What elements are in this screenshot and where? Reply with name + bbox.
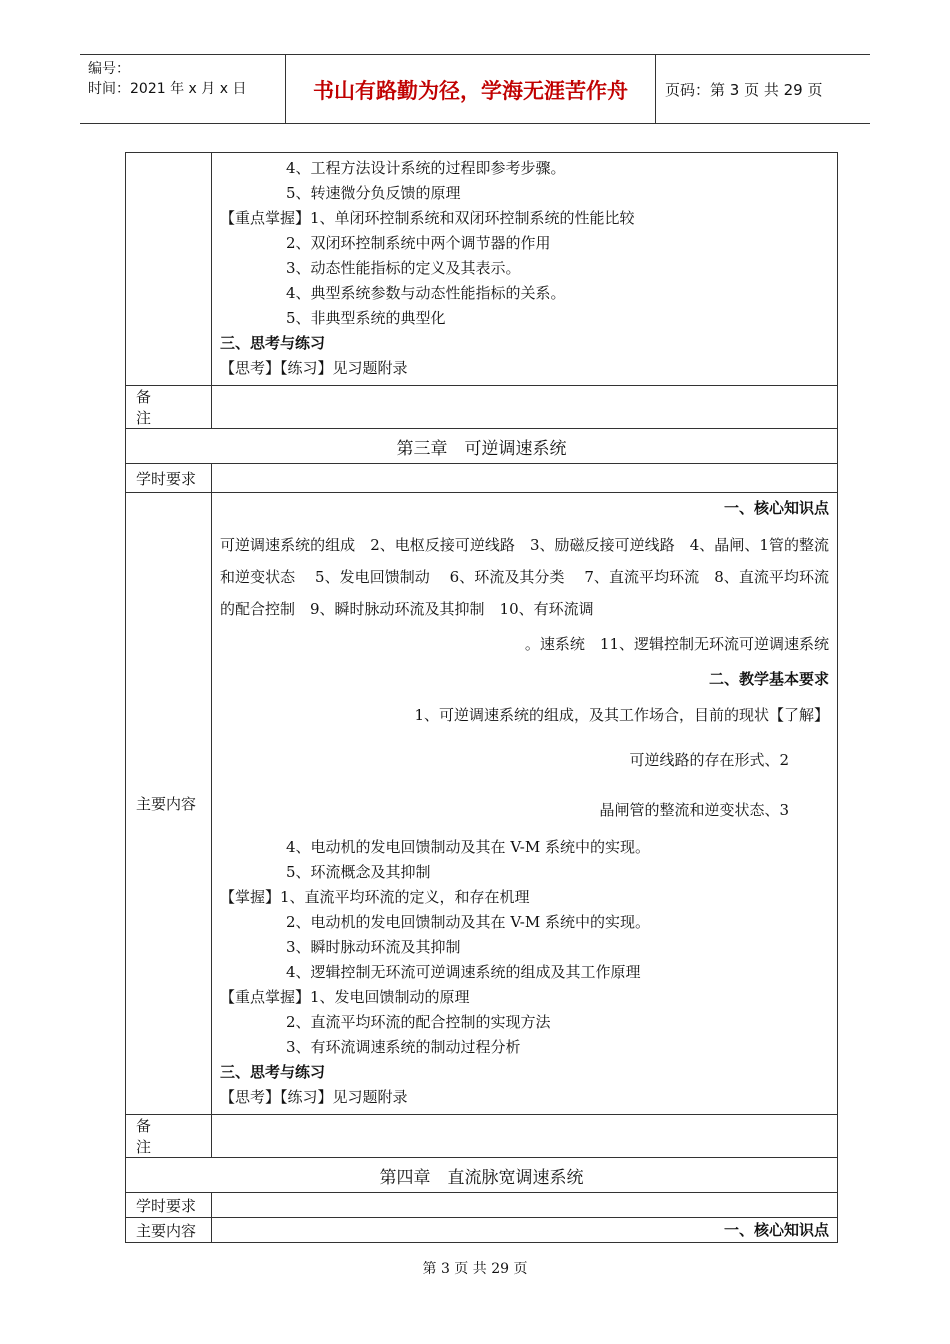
hours-label: 学时要求 [126,1193,212,1218]
chapter-3-content [212,493,838,1115]
main-content-label: 主要内容 [126,1218,212,1243]
table-row [126,386,838,429]
requirement-line: 可逆线路的存在形式、2 [629,751,789,769]
hours-value [212,464,838,493]
empty-label-cell [126,153,212,386]
header-time-label: 时间：2021 年 x 月 x 日 [88,81,247,97]
table-row [126,153,838,386]
remark-label: 备注 [126,386,212,429]
table-row [126,429,838,464]
table-row [126,1218,838,1243]
syllabus-table [125,152,838,1243]
section-heading: 三、思考与练习 [220,334,326,352]
content-line: 3、瞬时脉动环流及其抑制 [286,938,461,956]
content-line: 4、典型系统参数与动态性能指标的关系。 [286,284,566,302]
content-line: 2、电动机的发电回馈制动及其在 V-M 系统中的实现。 [286,913,650,931]
content-line: 5、非典型系统的典型化 [286,309,446,327]
hours-value [212,1193,838,1218]
page-header [80,54,870,124]
chapter-4-title: 第四章 直流脉宽调速系统 [126,1158,838,1193]
content-line: 2、直流平均环流的配合控制的实现方法 [286,1013,551,1031]
content-line: 2、双闭环控制系统中两个调节器的作用 [286,234,551,252]
header-meta [88,59,246,99]
exercise-line: 【思考】【练习】见习题附录 [220,359,408,377]
content-line: 4、电动机的发电回馈制动及其在 V-M 系统中的实现。 [286,838,650,856]
basic-requirements-heading: 二、教学基本要求 [708,670,829,688]
table-row [126,493,838,1115]
exercise-line: 【思考】【练习】见习题附录 [220,1088,408,1106]
content-line: 4、工程方法设计系统的过程即参考步骤。 [286,159,566,177]
table-row [126,1158,838,1193]
section-heading: 三、思考与练习 [220,1063,326,1081]
key-points-title: 【重点掌握】1、发电回馈制动的原理 [220,988,470,1006]
header-page-label: 页码：第 3 页 共 29 页 [665,81,823,99]
hours-label: 学时要求 [126,464,212,493]
core-points-tail: 。速系统 11、逻辑控制无环流可逆调速系统 [524,635,829,653]
chapter-3-title: 第三章 可逆调速系统 [126,429,838,464]
content-line: 5、环流概念及其抑制 [286,863,431,881]
chapter-4-content [212,1218,838,1243]
requirement-line: 晶闸管的整流和逆变状态、3 [599,801,789,819]
header-motto: 书山有路勤为径，学海无涯苦作舟 [313,79,628,103]
requirement-line: 1、可逆调速系统的组成，及其工作场合，目前的现状【了解】 [414,706,829,724]
content-line: 5、转速微分负反馈的原理 [286,184,461,202]
master-title: 【掌握】1、直流平均环流的定义，和存在机理 [220,888,530,906]
table-row [126,464,838,493]
table-row [126,1193,838,1218]
core-points-text: 可逆调速系统的组成 2、电枢反接可逆线路 3、励磁反接可逆线路 4、晶闸、1管的整流和逆变状态 5、发电回馈制动 6、环流及其分类 7、直流平均环流 8、直流平均环流的配合控制 9、瞬时脉动环流及其抑制 10、有环流调 [220,536,829,618]
core-points-heading: 一、核心知识点 [723,499,829,517]
main-content-label: 主要内容 [126,493,212,1115]
remark-label: 备注 [126,1115,212,1158]
header-number-label: 编号： [88,61,130,77]
key-points-title: 【重点掌握】1、单闭环控制系统和双闭环控制系统的性能比较 [220,209,635,227]
continued-content-cell [212,153,838,386]
content-line: 3、有环流调速系统的制动过程分析 [286,1038,521,1056]
remark-value [212,1115,838,1158]
content-line: 4、逻辑控制无环流可逆调速系统的组成及其工作原理 [286,963,641,981]
header-divider [655,55,656,123]
remark-value [212,386,838,429]
content-line: 3、动态性能指标的定义及其表示。 [286,259,521,277]
page-footer: 第 3 页 共 29 页 [422,1261,528,1277]
core-points-heading: 一、核心知识点 [723,1221,829,1239]
table-row [126,1115,838,1158]
